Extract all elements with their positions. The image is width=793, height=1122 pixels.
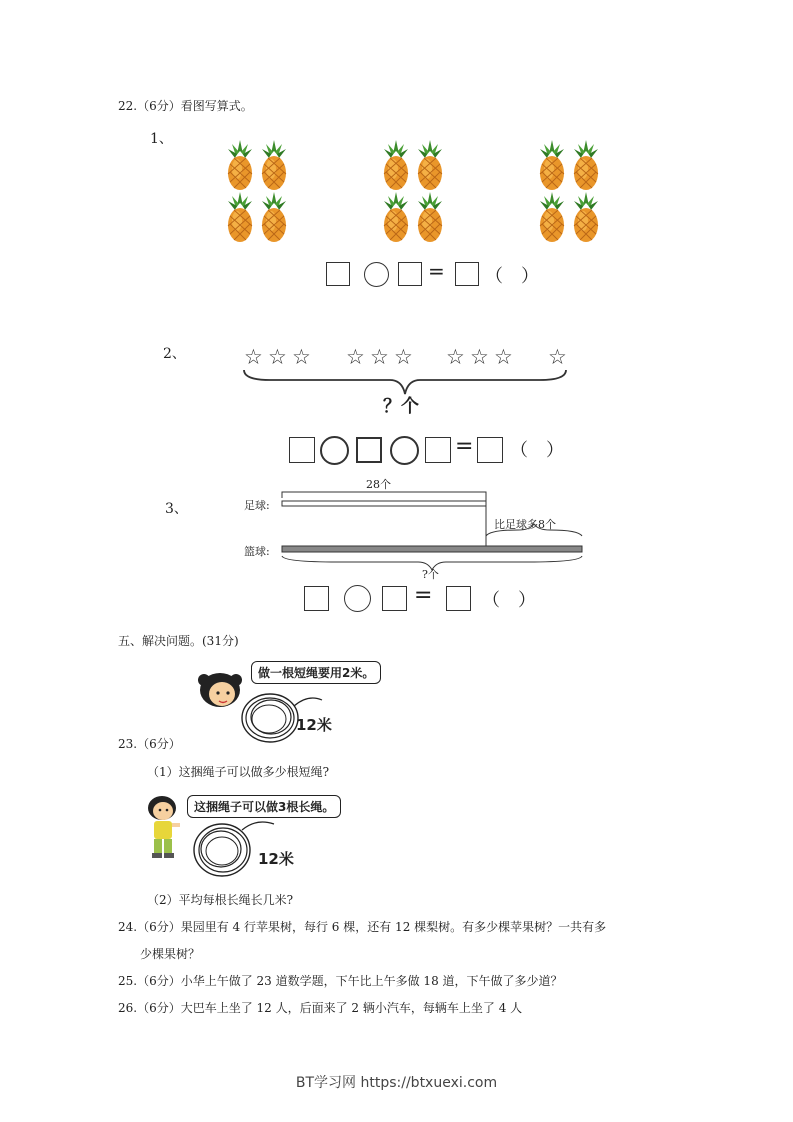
star-icon: ☆	[470, 345, 489, 369]
star-icon: ☆	[292, 345, 311, 369]
star-icon: ☆	[244, 345, 263, 369]
equals-sign: =	[414, 583, 433, 608]
question-23-sub-2: （2）平均每根长绳长几米?	[147, 893, 294, 907]
answer-box[interactable]	[326, 262, 350, 286]
basketball-total-question: ?个	[422, 568, 439, 581]
operator-circle[interactable]	[320, 436, 349, 465]
answer-box[interactable]	[477, 437, 503, 463]
footer-text[interactable]: BT学习网 https://btxuexi.com	[295, 1075, 498, 1091]
unit-paren[interactable]: （ ）	[482, 590, 536, 611]
more-than-football-label: 比足球多8个	[494, 518, 556, 531]
bar-diagram	[278, 484, 588, 574]
unit-paren[interactable]: （ ）	[510, 440, 564, 461]
rope-length-label: 12米	[258, 850, 294, 868]
operator-circle[interactable]	[390, 436, 419, 465]
answer-box[interactable]	[398, 262, 422, 286]
star-icon: ☆	[446, 345, 465, 369]
rope-length-label: 12米	[296, 716, 332, 734]
answer-box[interactable]	[455, 262, 479, 286]
equals-sign: =	[455, 434, 474, 459]
answer-box[interactable]	[382, 586, 407, 611]
star-icon: ☆	[268, 345, 287, 369]
question-23-title: 23.（6分）	[118, 737, 181, 751]
part-1-label: 1、	[150, 131, 173, 147]
football-label: 足球:	[244, 499, 270, 512]
operator-circle[interactable]	[364, 262, 389, 287]
basketball-label: 篮球:	[244, 545, 270, 558]
star-icon: ☆	[548, 345, 567, 369]
boy-figure-icon	[142, 794, 186, 864]
speech-bubble: 这捆绳子可以做3根长绳。	[187, 795, 341, 818]
star-icon: ☆	[346, 345, 365, 369]
star-icon: ☆	[370, 345, 389, 369]
part-2-label: 2、	[163, 346, 186, 362]
speech-bubble: 做一根短绳要用2米。	[251, 661, 381, 684]
pineapple-groups	[220, 138, 620, 248]
part-3-label: 3、	[165, 501, 188, 517]
unit-paren[interactable]: （ ）	[485, 266, 539, 287]
question-23-sub-1: （1）这捆绳子可以做多少根短绳?	[147, 765, 330, 779]
answer-box[interactable]	[446, 586, 471, 611]
answer-box[interactable]	[289, 437, 315, 463]
question-24-line-1: 24.（6分）果园里有 4 行苹果树，每行 6 棵，还有 12 棵梨树。有多少棵苹果树？一共有多	[118, 920, 607, 934]
equals-sign: =	[428, 259, 445, 283]
answer-box[interactable]	[425, 437, 451, 463]
operator-circle[interactable]	[344, 585, 371, 612]
question-26: 26.（6分）大巴车上坐了 12 人，后面来了 2 辆小汽车，每辆车上坐了 4 人	[118, 1001, 523, 1015]
star-icon: ☆	[394, 345, 413, 369]
question-22-title: 22.（6分）看图写算式。	[118, 99, 253, 113]
answer-box[interactable]	[356, 437, 382, 463]
football-count-label: 28个	[366, 478, 391, 491]
star-icon: ☆	[494, 345, 513, 369]
star-total-question: ？个	[383, 396, 419, 417]
question-25: 25.（6分）小华上午做了 23 道数学题，下午比上午多做 18 道，下午做了多少道？	[118, 974, 563, 988]
answer-box[interactable]	[304, 586, 329, 611]
question-24-line-2: 少棵果树？	[140, 947, 201, 961]
section-5-title: 五、解决问题。(31分)	[118, 634, 239, 648]
